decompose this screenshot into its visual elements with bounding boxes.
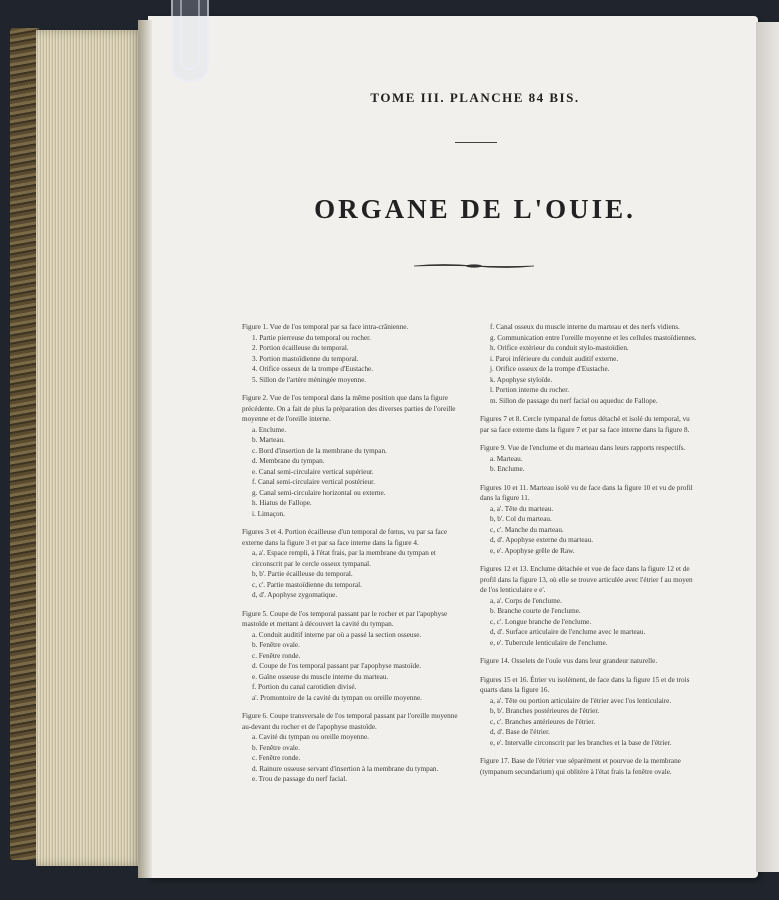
figure-caption: Figure 9. Vue de l'enclume et du marteau dans leurs rapports respectifs.: [480, 444, 686, 452]
legend-item: 5. Sillon de l'artère méningée moyenne.: [252, 375, 367, 384]
legend-item: e, e'. Tubercule lenticulaire de l'enclume.: [490, 638, 608, 647]
legend-item: g. Communication entre l'oreille moyenne et les cellules mastoïdiennes.: [490, 333, 697, 342]
legend-item: 1. Partie pierreuse du temporal ou rocher.: [252, 333, 371, 342]
figure-caption: Figure 5. Coupe de l'os temporal passant par le rocher et par l'apophyse mastoïde et mettant à découvert la cavité du tympan.: [242, 609, 448, 628]
legend-item: d, d'. Apophyse externe du marteau.: [490, 536, 594, 544]
legend-item: d. Coupe de l'os temporal passant par l'apophyse mastoïde.: [252, 662, 422, 670]
page-stack-edges: [36, 30, 142, 866]
legend-item: f. Canal semi-circulaire vertical postérieur.: [252, 478, 375, 486]
legend-item: b, b'. Partie écailleuse du temporal.: [252, 570, 353, 578]
legend-item: b. Marteau.: [252, 436, 285, 444]
legend-item: 3. Portion mastoïdienne du temporal.: [252, 354, 359, 363]
figure-caption: Figure 1. Vue de l'os temporal par sa face intra-crânienne.: [242, 323, 409, 331]
legend-item: f. Canal osseux du muscle interne du marteau et des nerfs vidiens.: [490, 323, 680, 331]
short-rule: [455, 142, 497, 143]
figure-caption: Figures 12 et 13. Enclume détachée et vue de face dans la figure 12 et de profil dans la figure 13, où elle se trouve articulée avec l'étrier f au moyen de l'os lenticulaire e e'.: [480, 565, 693, 594]
legend-item: a, a'. Espace rempli, à l'état frais, par la membrane du tympan et circonscrit par le cercle osseux tympanal.: [252, 549, 436, 568]
figure-caption: Figure 6. Coupe transversale de l'os temporal passant par l'oreille moyenne au-devant du rocher et de l'apophyse mastoïde.: [242, 712, 458, 731]
legend-item: d, d'. Surface articulaire de l'enclume avec le marteau.: [490, 628, 646, 636]
legend-item: e. Canal semi-circulaire vertical supérieur.: [252, 467, 374, 476]
legend-item: e, e'. Intervalle circonscrit par les branches et la base de l'étrier.: [490, 738, 672, 747]
legend-item: f. Portion du canal carotidien divisé.: [252, 683, 357, 691]
plate-reference: TOME III. PLANCHE 84 BIS.: [370, 90, 580, 105]
legend-item: i. Limaçon.: [252, 509, 285, 518]
figure-caption: Figures 7 et 8. Cercle tympanal de fœtus détaché et isolé du temporal, vu par sa face externe dans la figure 7 et par sa face interne dans la figure 8.: [480, 415, 690, 434]
legend-item: a. Cavité du tympan ou oreille moyenne.: [252, 733, 369, 741]
legend-item: b, b'. Col du marteau.: [490, 515, 552, 523]
right-text-column: [480, 322, 700, 777]
ornamental-rule: [414, 262, 534, 270]
legend-item: b, b'. Branches postérieures de l'étrier.: [490, 707, 600, 715]
legend-item: c. Fenêtre ronde.: [252, 754, 301, 762]
legend-item: a. Enclume.: [252, 425, 287, 434]
legend-item: a. Marteau.: [490, 454, 523, 463]
legend-item: 2. Portion écailleuse du temporal.: [252, 344, 349, 352]
legend-item: c, c'. Manche du marteau.: [490, 525, 564, 534]
page-title: ORGANE DE L'OUIE.: [314, 194, 636, 224]
figure-caption: Figure 14. Osselets de l'ouïe vus dans leur grandeur naturelle.: [480, 657, 658, 665]
left-text-column: [242, 322, 466, 785]
legend-item: k. Apophyse styloïde.: [490, 375, 553, 384]
figure-caption: Figures 15 et 16. Étrier vu isolément, de face dans la figure 15 et de trois quarts dans la figure 16.: [480, 675, 690, 694]
legend-item: b. Fenêtre ovale.: [252, 641, 300, 649]
figure-caption: Figures 3 et 4. Portion écailleuse d'un temporal de fœtus, vu par sa face externe dans la figure 3 et par sa face interne dans la figure 4.: [242, 528, 448, 547]
legend-item: a'. Promontoire de la cavité du tympan ou oreille moyenne.: [252, 693, 422, 702]
spine-shadow: [138, 20, 152, 878]
page-clip-inner: [180, 0, 200, 70]
legend-item: c. Fenêtre ronde.: [252, 651, 301, 660]
legend-item: d. Rainure osseuse servant d'insertion à la membrane du tympan.: [252, 764, 439, 773]
facing-page-edge: [756, 22, 779, 872]
legend-item: a. Conduit auditif interne par où a passé la section osseuse.: [252, 630, 422, 639]
legend-item: e. Gaîne osseuse du muscle interne du marteau.: [252, 672, 389, 681]
legend-item: b. Enclume.: [490, 465, 525, 473]
legend-item: b. Branche courte de l'enclume.: [490, 607, 581, 615]
legend-item: e. Trou de passage du nerf facial.: [252, 775, 348, 783]
legend-item: l. Portion interne du rocher.: [490, 386, 570, 394]
legend-item: d, d'. Apophyse zygomatique.: [252, 591, 338, 599]
legend-item: a, a'. Tête du marteau.: [490, 504, 554, 513]
legend-item: 4. Orifice osseux de la trompe d'Eustache.: [252, 365, 374, 373]
legend-item: b. Fenêtre ovale.: [252, 743, 300, 752]
legend-item: h. Orifice extérieur du conduit stylo-mastoïdien.: [490, 344, 629, 352]
figure-caption: Figure 2. Vue de l'os temporal dans la même position que dans la figure précédente. On a fait de plus la préparation des diverses parties de l'oreille moyenne et de l'oreille interne.: [242, 394, 456, 423]
figure-caption: Figure 17. Base de l'étrier vue séparément et pourvue de la membrane (tympanum secundarium) qui oblitère à l'état frais la fenêtre ovale.: [480, 757, 681, 776]
legend-item: h. Hiatus de Fallope.: [252, 499, 312, 507]
legend-item: a, a'. Tête ou portion articulaire de l'étrier avec l'os lenticulaire.: [490, 696, 672, 705]
legend-item: c, c'. Partie mastoïdienne du temporal.: [252, 580, 362, 589]
legend-item: j. Orifice osseux de la trompe d'Eustache.: [490, 365, 610, 373]
legend-item: i. Paroi inférieure du conduit auditif externe.: [490, 354, 619, 363]
legend-item: e, e'. Apophyse grêle de Raw.: [490, 546, 575, 555]
legend-item: c, c'. Branches antérieures de l'étrier.: [490, 717, 596, 726]
legend-item: d, d'. Base de l'étrier.: [490, 728, 550, 736]
figure-caption: Figures 10 et 11. Marteau isolé vu de face dans la figure 10 et vu de profil dans la figure 11.: [480, 483, 693, 502]
legend-item: a, a'. Corps de l'enclume.: [490, 596, 562, 605]
legend-item: c, c'. Longue branche de l'enclume.: [490, 617, 592, 626]
legend-item: g. Canal semi-circulaire horizontal ou externe.: [252, 488, 386, 497]
legend-item: m. Sillon de passage du nerf facial ou aqueduc de Fallope.: [490, 396, 658, 405]
legend-item: d. Membrane du tympan.: [252, 457, 325, 465]
legend-item: c. Bord d'insertion de la membrane du tympan.: [252, 446, 387, 455]
